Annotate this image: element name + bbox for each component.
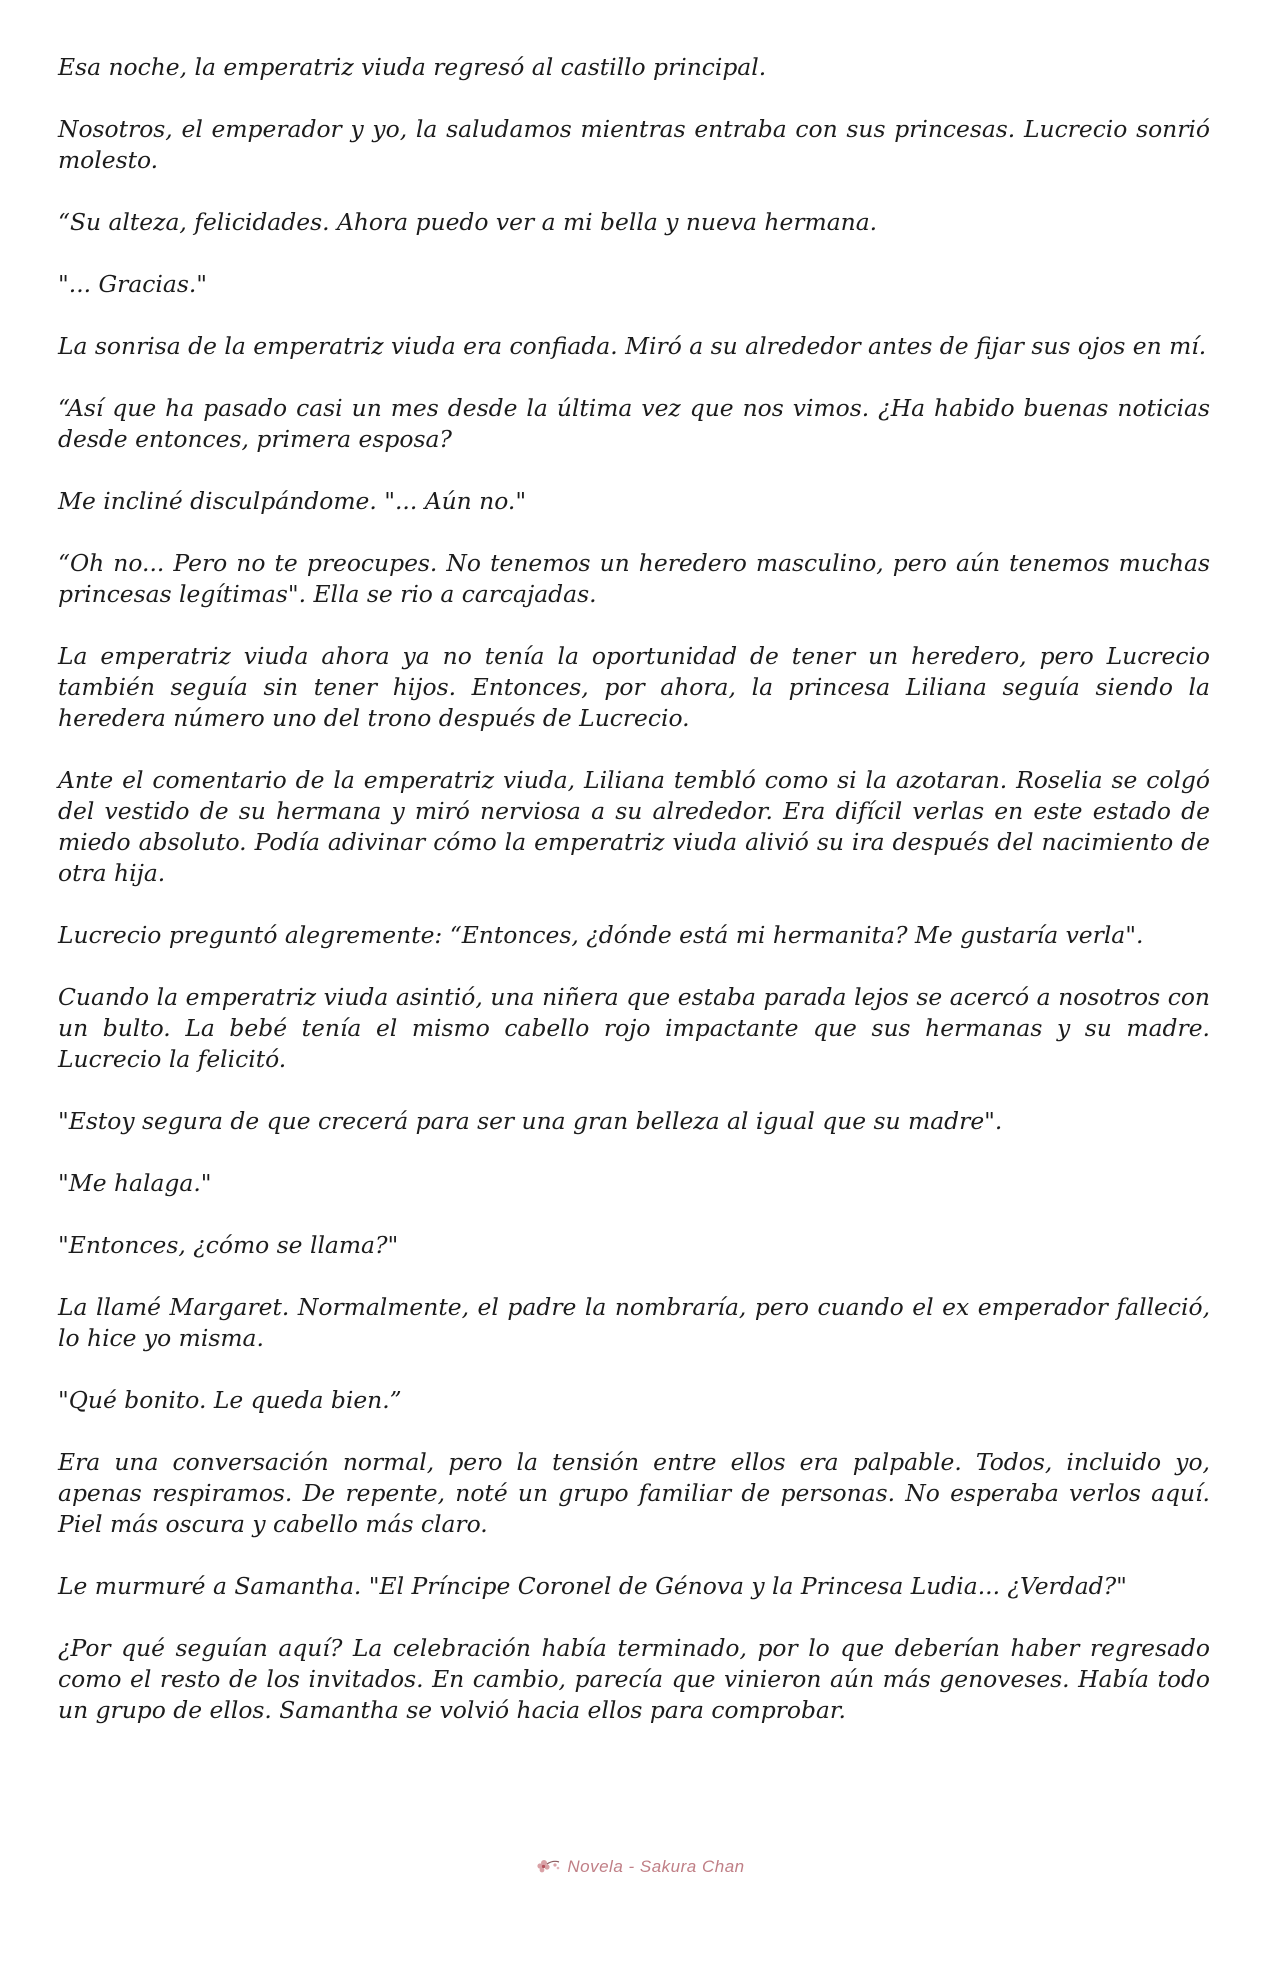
paragraph: Esa noche, la emperatriz viuda regresó al castillo principal. xyxy=(58,53,767,81)
paragraph: “Su alteza, felicidades. Ahora puedo ver a mi bella y nueva hermana. xyxy=(58,208,878,236)
paragraph: Era una conversación normal, pero la tensión entre ellos era palpable. Todos, incluido yo, apenas respiramos. De repente, noté un grupo familiar de personas. No esperaba verlos aquí. Piel más oscura y cabello más claro. xyxy=(58,1448,1210,1538)
paragraph: Ante el comentario de la emperatriz viuda, Liliana tembló como si la azotaran. Roselia se colgó del vestido de su hermana y miró nerviosa a su alrededor. Era difícil verlas en este estado de miedo absoluto. Podía adivinar cómo la emperatriz viuda alivió su ira después del nacimiento de otra hija. xyxy=(58,766,1210,887)
document-body xyxy=(58,52,1210,1726)
paragraph: "Qué bonito. Le queda bien.” xyxy=(58,1386,402,1414)
paragraph: “Así que ha pasado casi un mes desde la última vez que nos vimos. ¿Ha habido buenas noticias desde entonces, primera esposa? xyxy=(58,394,1210,453)
paragraph: "Estoy segura de que crecerá para ser una gran belleza al igual que su madre". xyxy=(58,1107,1003,1135)
paragraph: "Me halaga." xyxy=(58,1169,212,1197)
paragraph: ¿Por qué seguían aquí? La celebración había terminado, por lo que deberían haber regresado como el resto de los invitados. En cambio, parecía que vinieron aún más genoveses. Había todo un grupo de ellos. Samantha se volvió hacia ellos para comprobar. xyxy=(58,1634,1210,1724)
paragraph: Nosotros, el emperador y yo, la saludamos mientras entraba con sus princesas. Lucrecio sonrió molesto. xyxy=(58,115,1210,174)
paragraph: “Oh no... Pero no te preocupes. No tenemos un heredero masculino, pero aún tenemos muchas princesas legítimas". Ella se rio a carcajadas. xyxy=(58,549,1210,608)
paragraph: Le murmuré a Samantha. "El Príncipe Coronel de Génova y la Princesa Ludia... ¿Verdad?" xyxy=(58,1572,1127,1600)
paragraph: Cuando la emperatriz viuda asintió, una niñera que estaba parada lejos se acercó a nosotros con un bulto. La bebé tenía el mismo cabello rojo impactante que sus hermanas y su madre. Lucrecio la felicitó. xyxy=(58,983,1210,1073)
paragraph: La sonrisa de la emperatriz viuda era confiada. Miró a su alrededor antes de fijar sus ojos en mí. xyxy=(58,332,1207,360)
paragraph: La emperatriz viuda ahora ya no tenía la oportunidad de tener un heredero, pero Lucrecio también seguía sin tener hijos. Entonces, por ahora, la princesa Liliana seguía siendo la heredera número uno del trono después de Lucrecio. xyxy=(58,642,1210,732)
paragraph: "Entonces, ¿cómo se llama?" xyxy=(58,1231,399,1259)
watermark-text: Novela - Sakura Chan xyxy=(567,1857,745,1876)
paragraph: La llamé Margaret. Normalmente, el padre la nombraría, pero cuando el ex emperador falleció, lo hice yo misma. xyxy=(58,1293,1210,1352)
paragraph: Me incliné disculpándome. "... Aún no." xyxy=(58,487,527,515)
paragraph: Lucrecio preguntó alegremente: “Entonces, ¿dónde está mi hermanita? Me gustaría verla". xyxy=(58,921,1144,949)
watermark xyxy=(0,1856,1280,1878)
sakura-flower-icon xyxy=(535,1856,561,1878)
paragraph: "... Gracias." xyxy=(58,270,208,298)
